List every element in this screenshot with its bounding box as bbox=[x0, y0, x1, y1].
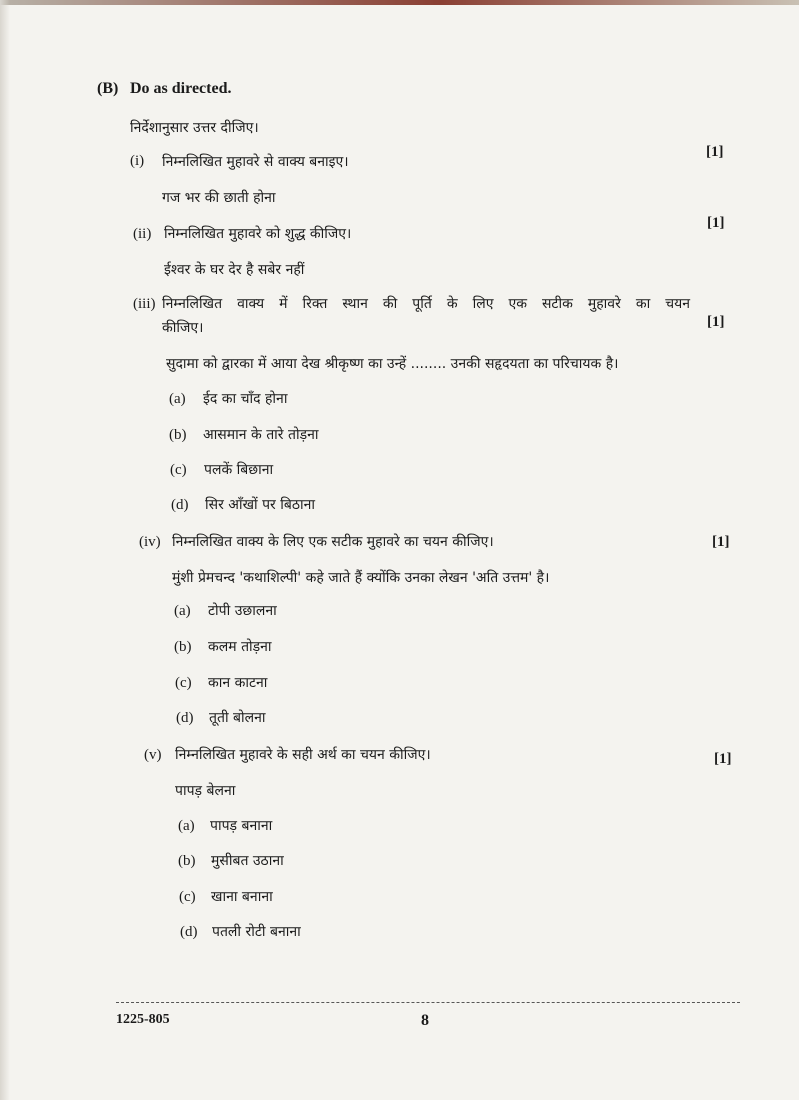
page-number: 8 bbox=[421, 1012, 429, 1029]
option-label: (d) bbox=[171, 497, 189, 513]
option-label: (a) bbox=[178, 818, 195, 834]
question-marks: [1] bbox=[707, 215, 725, 231]
question-marks: [1] bbox=[712, 534, 730, 550]
section-title: Do as directed. bbox=[130, 80, 232, 97]
instruction-text: निर्देशानुसार उत्तर दीजिए। bbox=[130, 120, 259, 136]
question-text: निम्नलिखित मुहावरे को शुद्ध कीजिए। bbox=[164, 226, 352, 242]
option-text: खाना बनाना bbox=[211, 889, 273, 905]
option-text: तूती बोलना bbox=[209, 710, 266, 726]
option-text: पलकें बिछाना bbox=[204, 462, 274, 478]
question-number: (iv) bbox=[139, 534, 161, 550]
option-label: (d) bbox=[180, 924, 198, 940]
option-text: ईद का चाँद होना bbox=[203, 391, 288, 407]
question-text: निम्नलिखित वाक्य में रिक्त स्थान की पूर्ति के लिए एक सटीक मुहावरे का चयन bbox=[162, 296, 690, 312]
option-label: (a) bbox=[169, 391, 186, 407]
question-marks: [1] bbox=[707, 314, 725, 330]
option-text: आसमान के तारे तोड़ना bbox=[203, 427, 319, 443]
option-text: पतली रोटी बनाना bbox=[212, 924, 301, 940]
question-sub-text: मुंशी प्रेमचन्द 'कथाशिल्पी' कहे जाते हैं क्योंकि उनका लेखन 'अति उत्तम' है। bbox=[172, 570, 550, 586]
question-sub-text: सुदामा को द्वारका में आया देख श्रीकृष्ण का उन्हें ........ उनकी सहृदयता का परिचायक है। bbox=[166, 356, 619, 372]
question-text: निम्नलिखित मुहावरे के सही अर्थ का चयन कीजिए। bbox=[175, 747, 431, 763]
question-text: निम्नलिखित मुहावरे से वाक्य बनाइए। bbox=[162, 154, 349, 170]
option-label: (b) bbox=[169, 427, 187, 443]
option-label: (b) bbox=[174, 639, 192, 655]
option-text: सिर आँखों पर बिठाना bbox=[205, 497, 316, 513]
option-label: (b) bbox=[178, 853, 196, 869]
question-marks: [1] bbox=[706, 144, 724, 160]
question-number: (i) bbox=[130, 153, 145, 169]
question-sub-text: पापड़ बेलना bbox=[175, 783, 236, 799]
footer-divider bbox=[116, 1002, 740, 1003]
option-text: मुसीबत उठाना bbox=[211, 853, 284, 869]
question-number: (v) bbox=[144, 747, 162, 763]
question-text: निम्नलिखित वाक्य के लिए एक सटीक मुहावरे का चयन कीजिए। bbox=[172, 534, 494, 550]
question-sub-text: गज भर की छाती होना bbox=[162, 190, 276, 206]
option-label: (c) bbox=[179, 889, 196, 905]
option-label: (d) bbox=[176, 710, 194, 726]
paper-code: 1225-805 bbox=[116, 1012, 170, 1027]
option-text: कलम तोड़ना bbox=[208, 639, 272, 655]
question-number: (ii) bbox=[133, 226, 152, 242]
question-sub-text: ईश्वर के घर देर है सबेर नहीं bbox=[164, 262, 305, 278]
section-label: (B) bbox=[97, 80, 119, 97]
page-left-shadow bbox=[0, 0, 10, 1100]
option-text: कान काटना bbox=[208, 675, 268, 691]
option-text: टोपी उछालना bbox=[208, 603, 277, 619]
page-top-edge bbox=[0, 0, 799, 5]
question-marks: [1] bbox=[714, 751, 732, 767]
option-label: (c) bbox=[175, 675, 192, 691]
option-label: (a) bbox=[174, 603, 191, 619]
question-number: (iii) bbox=[133, 296, 156, 312]
question-text-continued: कीजिए। bbox=[162, 320, 204, 336]
option-label: (c) bbox=[170, 462, 187, 478]
option-text: पापड़ बनाना bbox=[210, 818, 273, 834]
